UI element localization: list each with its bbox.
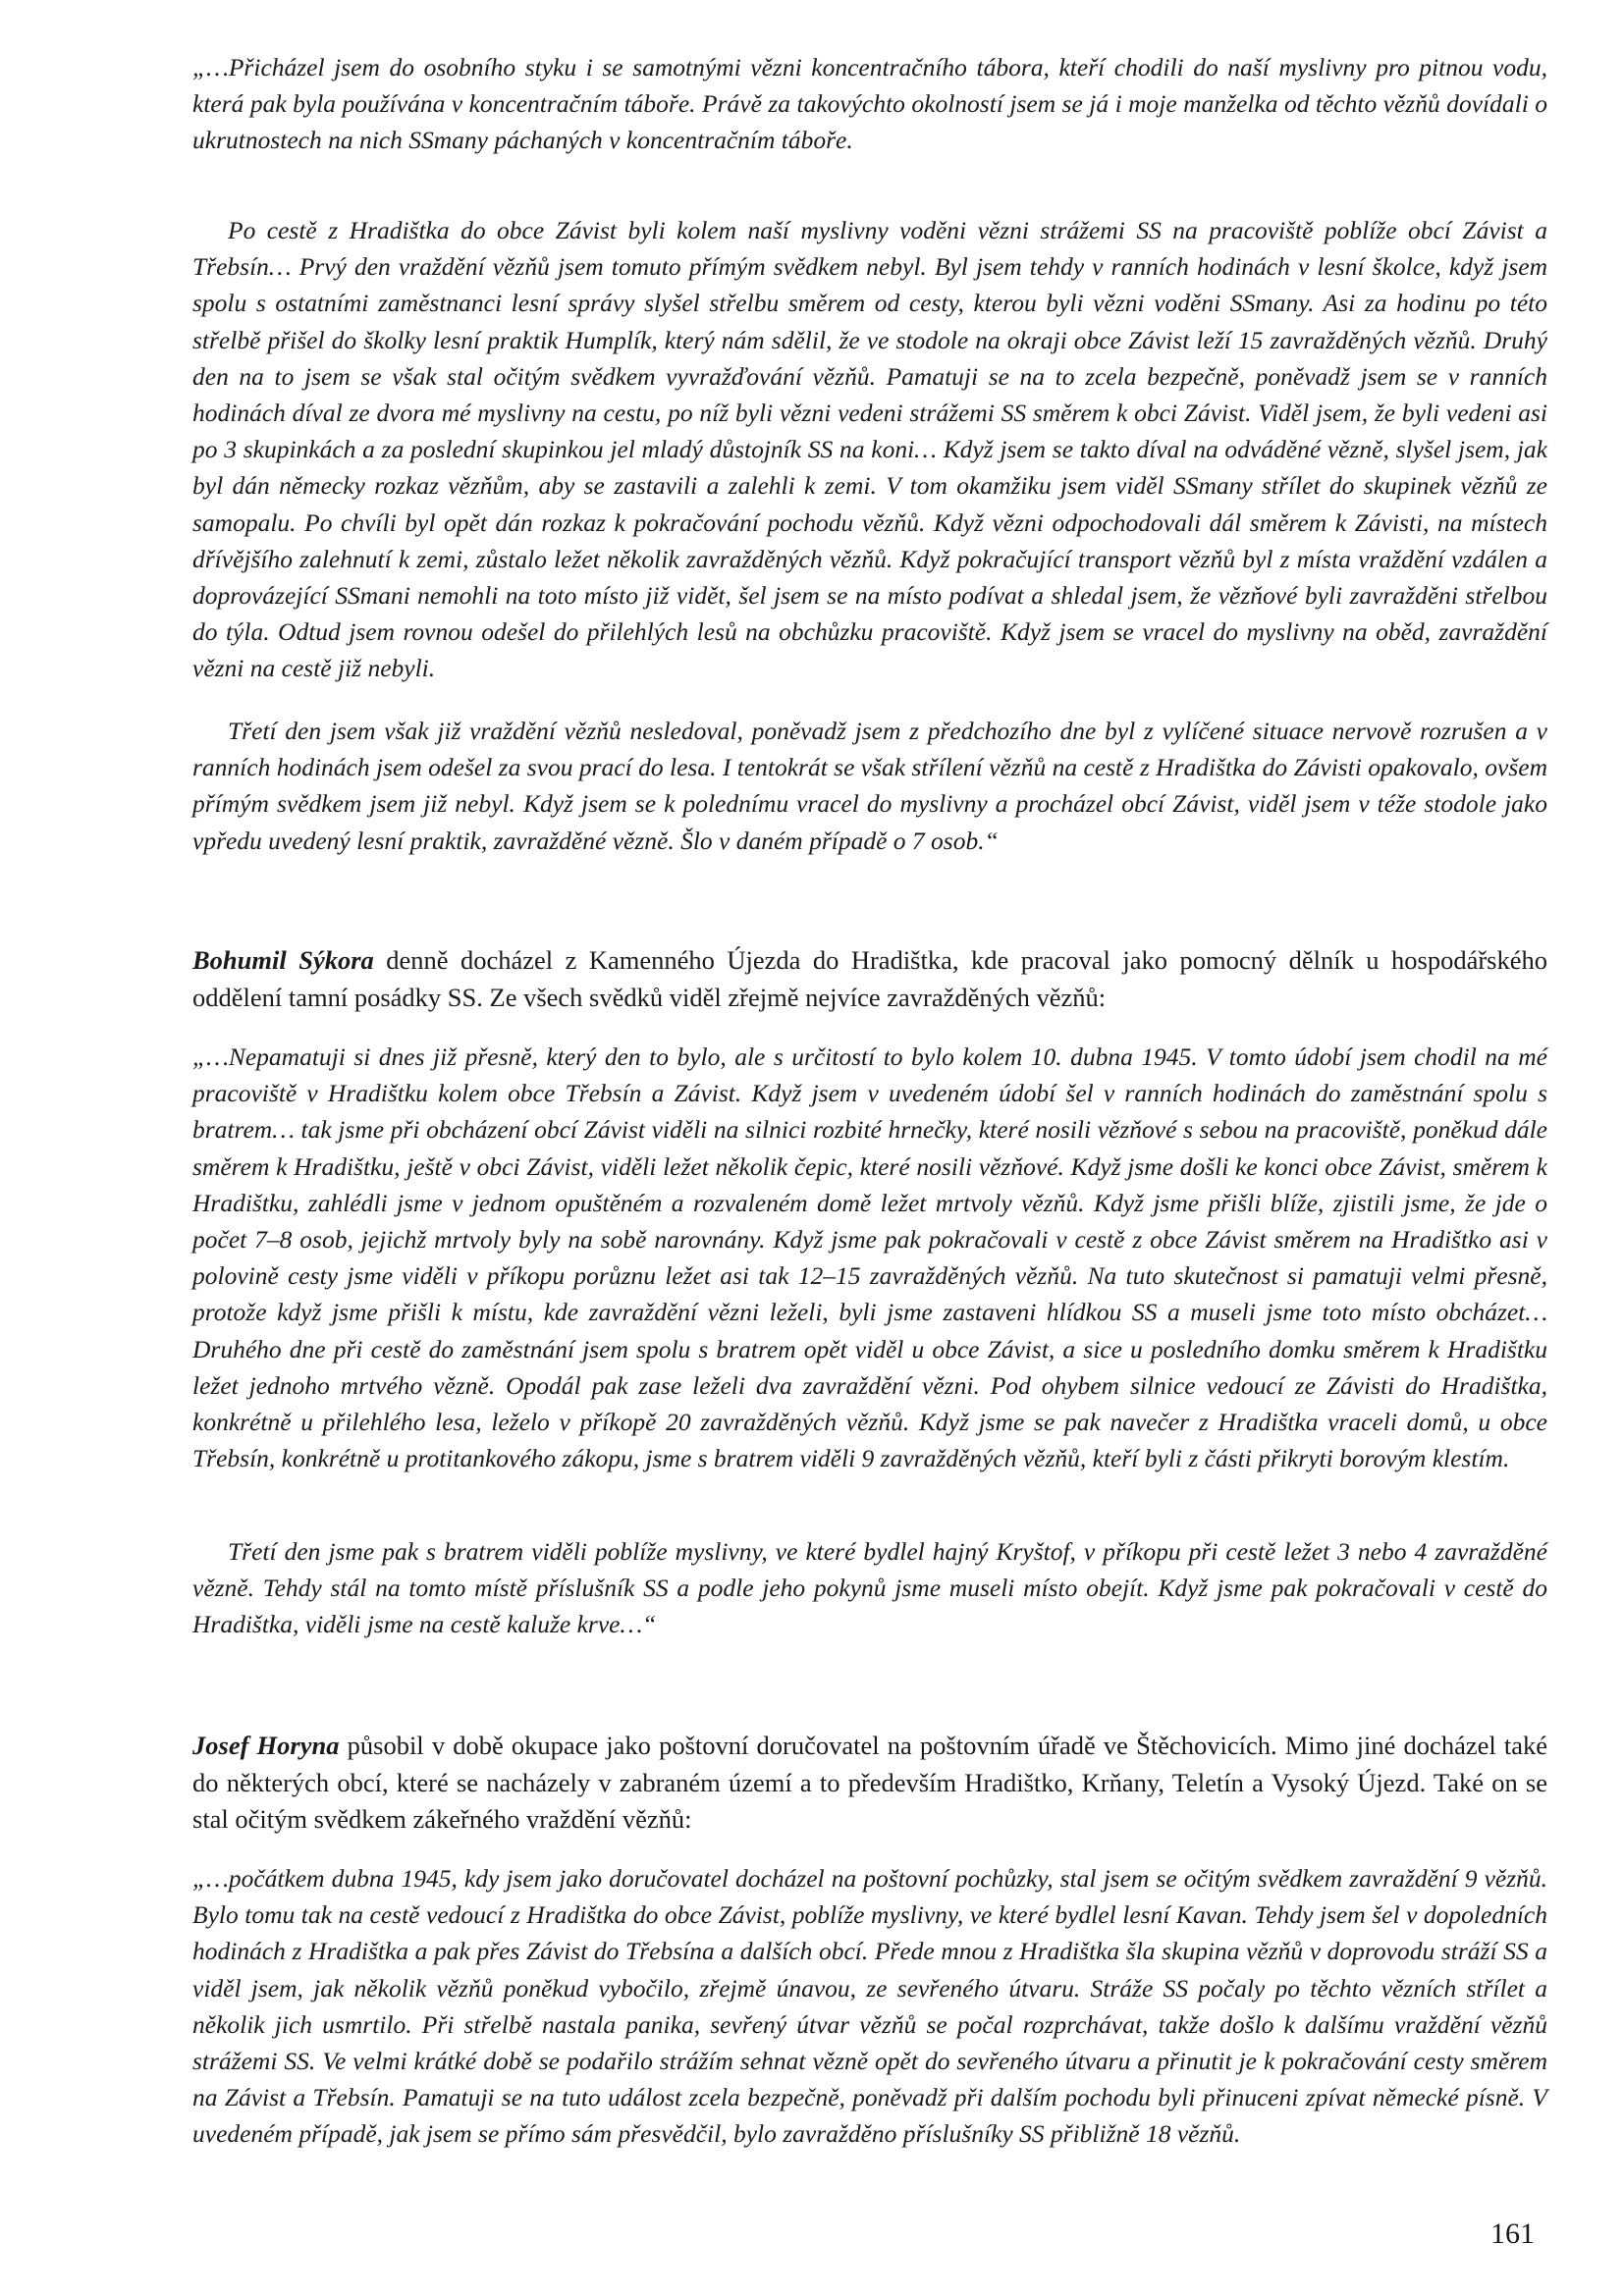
quote-paragraph-3: Třetí den jsem však již vraždění vězňů nesledoval, poněvadž jsem z předchozího dne byl z vylíčené situace nervově rozrušen a v ranních hodinách jsem odešel za svou prací do lesa. I tentokrát se však střílení vězňů na cestě z Hradištka do Závisti opakovalo, ovšem přímým svědkem jsem již nebyl. Když jsem se k polednímu vracel do myslivny a procházel obcí Závist, viděl jsem v téže stodole jako vpředu uvedený lesní praktik, zavražděné vězně. Šlo v daném případě o 7 osob.“: [192, 717, 1547, 855]
narrative-text-sykora: denně docházel z Kamenného Újezda do Hradištka, kde pracoval jako pomocný dělník u hospodářského oddělení tamní posádky SS. Ze všech svědků viděl zřejmě nejvíce zavražděných vězňů:: [192, 945, 1547, 1012]
narrative-paragraph-horyna: [192, 1728, 1547, 1839]
quote-paragraph-1: „…Přicházel jsem do osobního styku i se samotnými vězni koncentračního tábora, kteří chodili do naší myslivny pro pitnou vodu, která pak byla používána v koncentračním táboře. Právě za takovýchto okolností jsem se já i moje manželka od těchto vězňů dovídali o ukrutnostech na nich SSmany páchaných v koncentračním táboře.: [192, 53, 1547, 155]
narrative-paragraph-sykora: [192, 942, 1547, 1016]
narrative-text-horyna: působil v době okupace jako poštovní doručovatel na poštovním úřadě ve Štěchovicích. Mimo jiné docházel také do některých obcí, které se nacházely v zabraném území a to především Hradištko, Krňany, Teletín a Vysoký Újezd. Také on se stal očitým svědkem zákeřného vraždění vězňů:: [192, 1731, 1547, 1835]
quote-paragraph-6: „…počátkem dubna 1945, kdy jsem jako doručovatel docházel na poštovní pochůzky, stal jsem se očitým svědkem zavraždění 9 vězňů. Bylo tomu tak na cestě vedoucí z Hradištka do obce Závist, poblíže myslivny, ve které bydlel lesní Kavan. Tehdy jsem šel v dopoledních hodinách z Hradištka a pak přes Závist do Třebsína a dalších obcí. Přede mnou z Hradištka šla skupina vězňů v doprovodu stráží SS a viděl jsem, jak několik vězňů poněkud vybočilo, zřejmě únavou, ze sevřeného útvaru. Stráže SS počaly po těchto vězních střílet a několik jich usmrtilo. Při střelbě nastala panika, sevřený útvar vězňů se počal rozprchávat, takže došlo k dalšímu vraždění vězňů strážemi SS. Ve velmi krátké době se podařilo strážím sehnat vězně opět do sevřeného útvaru a přinutit je k pokračování cesty směrem na Závist a Třebsín. Pamatuji se na tuto událost zcela bezpečně, poněvadž při dalším pochodu byli přinuceni zpívat německé písně. V uvedeném případě, jak jsem se přímo sám přesvědčil, bylo zavražděno příslušníky SS přibližně 18 vězňů.: [192, 1864, 1547, 2149]
quote-paragraph-2: Po cestě z Hradištka do obce Závist byli kolem naší myslivny voděni vězni strážemi SS na pracoviště poblíže obcí Závist a Třebsín… Prvý den vraždění vězňů jsem tomuto přímým svědkem nebyl. Byl jsem tehdy v ranních hodinách v lesní školce, když jsem spolu s ostatními zaměstnanci lesní správy slyšel střelbu směrem od cesty, kterou byli vězni voděni SSmany. Asi za hodinu po této střelbě přišel do školky lesní praktik Humplík, který nám sdělil, že ve stodole na okraji obce Závist leží 15 zavražděných vězňů. Druhý den na to jsem se však stal očitým svědkem vyvražďování vězňů. Pamatuji se na to zcela bezpečně, poněvadž jsem se v ranních hodinách díval ze dvora mé myslivny na cestu, po níž byli vězni vedeni strážemi SS směrem k obci Závist. Viděl jsem, že byli vedeni asi po 3 skupinkách a za poslední skupinkou jel mladý důstojník SS na koni… Když jsem se takto díval na odváděné vězně, slyšel jsem, jak byl dán německy rozkaz vězňům, aby se zastavili a zalehli k zemi. V tom okamžiku jsem viděl SSmany střílet do skupinek vězňů ze samopalu. Po chvíli byl opět dán rozkaz k pokračování pochodu vězňů. Když vězni odpochodovali dál směrem k Závisti, na místech dřívějšího zalehnutí k zemi, zůstalo ležet několik zavražděných vězňů. Když pokračující transport vězňů byl z místa vraždění vzdálen a doprovázející SSmani nemohli na toto místo již vidět, šel jsem se na místo podívat a shledal jsem, že vězňové byli zavražděni střelbou do týla. Odtud jsem rovnou odešel do přilehlých lesů na obchůzku pracoviště. Když jsem se vracel do myslivny na oběd, zavraždění vězni na cestě již nebyli.: [192, 216, 1547, 683]
quote-paragraph-4: „…Nepamatuji si dnes již přesně, který den to bylo, ale s určitostí to bylo kolem 10. dubna 1945. V tomto údobí jsem chodil na mé pracoviště v Hradištku kolem obce Třebsín a Závist. Když jsem v uvedeném údobí šel v ranních hodinách do zaměstnání spolu s bratrem… tak jsme při obcházení obcí Závist viděli na silnici rozbité hrnečky, které nosili vězňové s sebou na pracoviště, poněkud dále směrem k Hradištku, ještě v obci Závist, viděli ležet několik čepic, které nosili vězňové. Když jsme došli ke konci obce Závist, směrem k Hradištku, zahlédli jsme v jednom opuštěném a rozvaleném domě ležet mrtvoly vězňů. Když jsme přišli blíže, zjistili jsme, že jde o počet 7–8 osob, jejichž mrtvoly byly na sobě narovnány. Když jsme pak pokračovali v cestě z obce Závist směrem na Hradištko asi v polovině cesty jsme viděli v příkopu porůznu ležet asi tak 12–15 zavražděných vězňů. Na tuto skutečnost si pamatuji velmi přesně, protože když jsme přišli k místu, kde zavraždění vězni leželi, byli jsme zastaveni hlídkou SS a museli jsme toto místo obcházet… Druhého dne při cestě do zaměstnání jsem spolu s bratrem opět viděl u obce Závist, a sice u posledního domku směrem k Hradištku ležet jednoho mrtvého vězně. Opodál pak zase leželi dva zavraždění vězni. Pod ohybem silnice vedoucí ze Závisti do Hradištka, konkrétně u přilehlého lesa, leželo v příkopě 20 zavražděných vězňů. Když jsme se pak navečer z Hradištka vraceli domů, u obce Třebsín, konkrétně u protitankového zákopu, jsme s bratrem viděli 9 zavražděných vězňů, kteří byli z části přikryti borovým klestím.: [192, 1042, 1547, 1473]
page-number: 161: [1490, 2217, 1535, 2250]
witness-name-horyna: Josef Horyna: [192, 1731, 340, 1760]
witness-name-sykora: Bohumil Sýkora: [192, 945, 374, 975]
quote-paragraph-5: Třetí den jsme pak s bratrem viděli poblíže myslivny, ve které bydlel hajný Kryštof, v příkopu při cestě ležet 3 nebo 4 zavražděné vězně. Tehdy stál na tomto místě příslušník SS a podle jeho pokynů jsme museli místo obejít. Když jsme pak pokračovali v cestě do Hradištka, viděli jsme na cestě kaluže krve…“: [192, 1537, 1547, 1639]
